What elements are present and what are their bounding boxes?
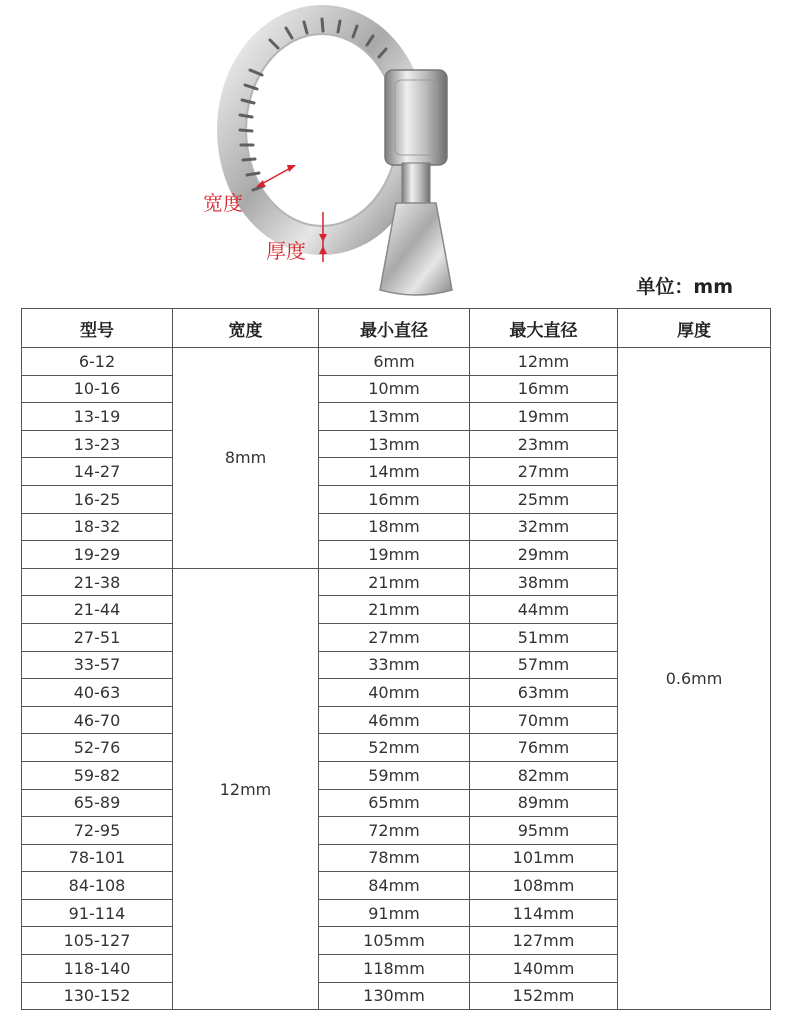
model-cell: 14-27 (22, 458, 173, 486)
width-cell: 12mm (173, 568, 319, 1010)
model-cell: 16-25 (22, 485, 173, 513)
model-cell: 52-76 (22, 734, 173, 762)
model-cell: 59-82 (22, 761, 173, 789)
min-diameter-cell: 33mm (319, 651, 470, 679)
min-diameter-cell: 72mm (319, 817, 470, 845)
min-diameter-cell: 14mm (319, 458, 470, 486)
max-diameter-cell: 82mm (470, 761, 618, 789)
min-diameter-cell: 6mm (319, 348, 470, 376)
min-diameter-cell: 13mm (319, 430, 470, 458)
model-cell: 10-16 (22, 375, 173, 403)
header-max-diameter: 最大直径 (470, 309, 618, 348)
max-diameter-cell: 29mm (470, 541, 618, 569)
model-cell: 13-19 (22, 403, 173, 431)
model-cell: 91-114 (22, 899, 173, 927)
min-diameter-cell: 21mm (319, 568, 470, 596)
width-label: 宽度 (203, 191, 243, 215)
max-diameter-cell: 44mm (470, 596, 618, 624)
min-diameter-cell: 65mm (319, 789, 470, 817)
thickness-label: 厚度 (266, 239, 306, 263)
model-cell: 21-44 (22, 596, 173, 624)
model-cell: 105-127 (22, 927, 173, 955)
thickness-cell: 0.6mm (618, 348, 771, 1010)
min-diameter-cell: 18mm (319, 513, 470, 541)
min-diameter-cell: 130mm (319, 982, 470, 1010)
model-cell: 84-108 (22, 872, 173, 900)
min-diameter-cell: 52mm (319, 734, 470, 762)
model-cell: 13-23 (22, 430, 173, 458)
max-diameter-cell: 23mm (470, 430, 618, 458)
header-row (22, 309, 771, 348)
max-diameter-cell: 25mm (470, 485, 618, 513)
model-cell: 46-70 (22, 706, 173, 734)
unit-label: 单位：mm (636, 276, 733, 298)
min-diameter-cell: 19mm (319, 541, 470, 569)
model-cell: 65-89 (22, 789, 173, 817)
max-diameter-cell: 16mm (470, 375, 618, 403)
max-diameter-cell: 89mm (470, 789, 618, 817)
min-diameter-cell: 118mm (319, 955, 470, 983)
model-cell: 21-38 (22, 568, 173, 596)
model-cell: 19-29 (22, 541, 173, 569)
max-diameter-cell: 108mm (470, 872, 618, 900)
max-diameter-cell: 38mm (470, 568, 618, 596)
table-row (22, 348, 771, 376)
max-diameter-cell: 95mm (470, 817, 618, 845)
hose-clamp-image (190, 0, 530, 300)
min-diameter-cell: 21mm (319, 596, 470, 624)
min-diameter-cell: 40mm (319, 679, 470, 707)
header-width: 宽度 (173, 309, 319, 348)
min-diameter-cell: 16mm (319, 485, 470, 513)
max-diameter-cell: 70mm (470, 706, 618, 734)
model-cell: 118-140 (22, 955, 173, 983)
max-diameter-cell: 32mm (470, 513, 618, 541)
min-diameter-cell: 27mm (319, 623, 470, 651)
model-cell: 6-12 (22, 348, 173, 376)
max-diameter-cell: 51mm (470, 623, 618, 651)
min-diameter-cell: 105mm (319, 927, 470, 955)
max-diameter-cell: 114mm (470, 899, 618, 927)
width-cell: 8mm (173, 348, 319, 569)
max-diameter-cell: 27mm (470, 458, 618, 486)
model-cell: 130-152 (22, 982, 173, 1010)
max-diameter-cell: 127mm (470, 927, 618, 955)
model-cell: 78-101 (22, 844, 173, 872)
model-cell: 40-63 (22, 679, 173, 707)
max-diameter-cell: 101mm (470, 844, 618, 872)
spec-table-body (22, 348, 771, 1010)
max-diameter-cell: 19mm (470, 403, 618, 431)
spec-table (21, 308, 771, 1010)
model-cell: 33-57 (22, 651, 173, 679)
max-diameter-cell: 63mm (470, 679, 618, 707)
model-cell: 27-51 (22, 623, 173, 651)
header-model: 型号 (22, 309, 173, 348)
min-diameter-cell: 46mm (319, 706, 470, 734)
min-diameter-cell: 91mm (319, 899, 470, 927)
model-cell: 72-95 (22, 817, 173, 845)
max-diameter-cell: 12mm (470, 348, 618, 376)
header-thickness: 厚度 (618, 309, 771, 348)
min-diameter-cell: 84mm (319, 872, 470, 900)
min-diameter-cell: 10mm (319, 375, 470, 403)
model-cell: 18-32 (22, 513, 173, 541)
max-diameter-cell: 76mm (470, 734, 618, 762)
min-diameter-cell: 13mm (319, 403, 470, 431)
max-diameter-cell: 57mm (470, 651, 618, 679)
header-min-diameter: 最小直径 (319, 309, 470, 348)
max-diameter-cell: 140mm (470, 955, 618, 983)
max-diameter-cell: 152mm (470, 982, 618, 1010)
min-diameter-cell: 78mm (319, 844, 470, 872)
min-diameter-cell: 59mm (319, 761, 470, 789)
